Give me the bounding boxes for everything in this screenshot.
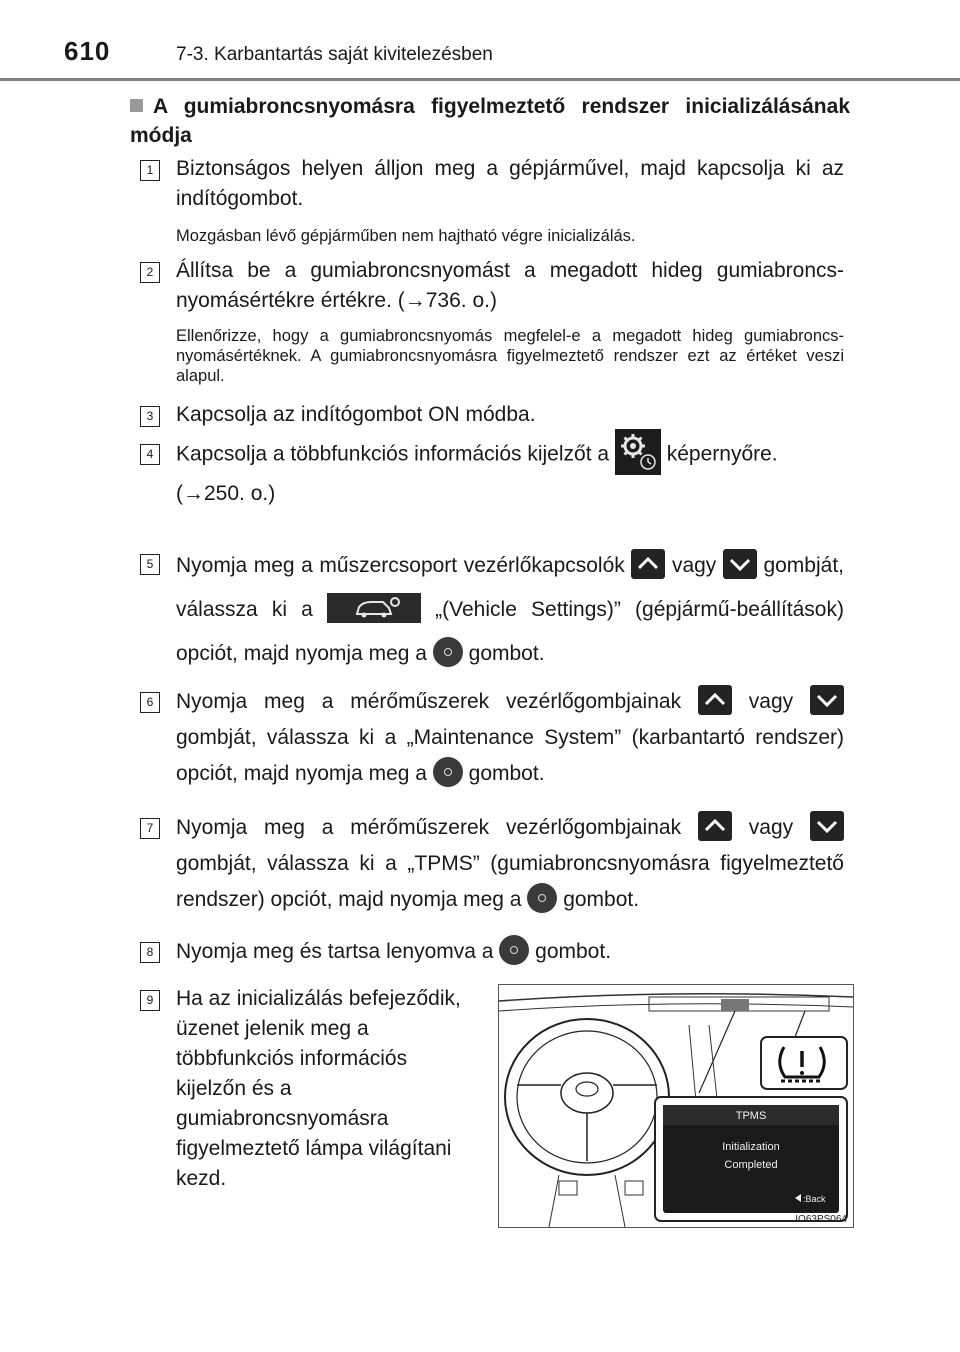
step-7-text: Nyomja meg a mérőműszerek vezérlőgombjainak vagy gombját, válassza ki a „TPMS” (gumiabroncsnyomásra figyelmeztető rendszer) opciót, majd nyomja meg a gombot.	[176, 810, 844, 918]
ok-button-icon	[527, 883, 557, 913]
display-title: TPMS	[735, 1110, 767, 1122]
ok-button-icon	[433, 637, 463, 667]
step-5-text: Nyomja meg a műszercsoport vezérlőkapcsolók vagy gombját, válassza ki a „(Vehicle Settings)” (gépjármű-beállítások) opciót, majd nyomja meg a gombot.	[176, 544, 844, 676]
chevron-up-icon	[631, 549, 665, 579]
step-number-6: 6	[140, 692, 160, 713]
page-number: 610	[64, 36, 111, 66]
chevron-down-icon	[810, 685, 844, 715]
step-6-text: Nyomja meg a mérőműszerek vezérlőgombjainak vagy gombját, válassza ki a „Maintenance System” (karbantartó rendszer) opciót, majd nyomja meg a gombot.	[176, 684, 844, 792]
chevron-down-icon	[723, 549, 757, 579]
bullet-square-icon	[130, 99, 143, 112]
step-4-text: Kapcsolja a többfunkciós információs kijelzőt a képernyőre. (→250. o.)	[176, 432, 844, 510]
chevron-up-icon	[698, 811, 732, 841]
section-heading: A gumiabroncsnyomásra figyelmeztető rendszer inicializálásának módja	[130, 95, 850, 147]
step-1-text: Biztonságos helyen álljon meg a gépjárművel, majd kapcsolja ki az indítógombot.	[176, 157, 844, 210]
step-2-text: Állítsa be a gumiabroncsnyomást a megadott hideg gumiabroncs-nyomásértékre értékre. (→736. o.)	[176, 259, 844, 312]
ok-button-icon	[433, 757, 463, 787]
display-message-1: Initialization	[722, 1141, 780, 1153]
step-9-text: Ha az inicializálás befejeződik, üzenet jelenik meg a többfunkciós információs kijelzőn és a gumiabroncsnyomásra figyelmeztető lámpa világítani kezd.	[176, 987, 461, 1190]
display-back-label: :Back	[803, 1194, 826, 1204]
section-title: 7-3. Karbantartás saját kivitelezésben	[176, 44, 493, 65]
step-3-text: Kapcsolja az indítógombot ON módba.	[176, 403, 536, 426]
dashboard-drawing	[499, 985, 853, 1227]
chevron-down-icon	[810, 811, 844, 841]
step-number-5: 5	[140, 554, 160, 575]
step-2-note: Ellenőrizze, hogy a gumiabroncsnyomás megfelel-e a megadott hideg gumiabroncs-nyomásértéknek. A gumiabroncsnyomásra figyelmeztető rendszer ezt az értéket veszi alapul.	[176, 327, 844, 385]
page-header	[0, 0, 960, 80]
step-number-9: 9	[140, 990, 160, 1011]
ok-button-icon	[499, 935, 529, 965]
step-1-note: Mozgásban lévő gépjárműben nem hajtható végre inicializálás.	[176, 227, 636, 245]
illustration-code: IO63PS064	[795, 1214, 847, 1225]
step-number-4: 4	[140, 444, 160, 465]
tpms-illustration	[498, 984, 854, 1228]
step-number-2: 2	[140, 262, 160, 283]
step-number-3: 3	[140, 406, 160, 427]
vehicle-settings-icon	[327, 593, 421, 623]
chevron-up-icon	[698, 685, 732, 715]
step-number-8: 8	[140, 942, 160, 963]
display-message-2: Completed	[724, 1159, 778, 1171]
settings-gear-icon	[615, 429, 661, 475]
step-8-text: Nyomja meg és tartsa lenyomva a gombot.	[176, 934, 844, 970]
step-number-7: 7	[140, 818, 160, 839]
step-number-1: 1	[140, 160, 160, 181]
header-rule	[0, 78, 960, 81]
